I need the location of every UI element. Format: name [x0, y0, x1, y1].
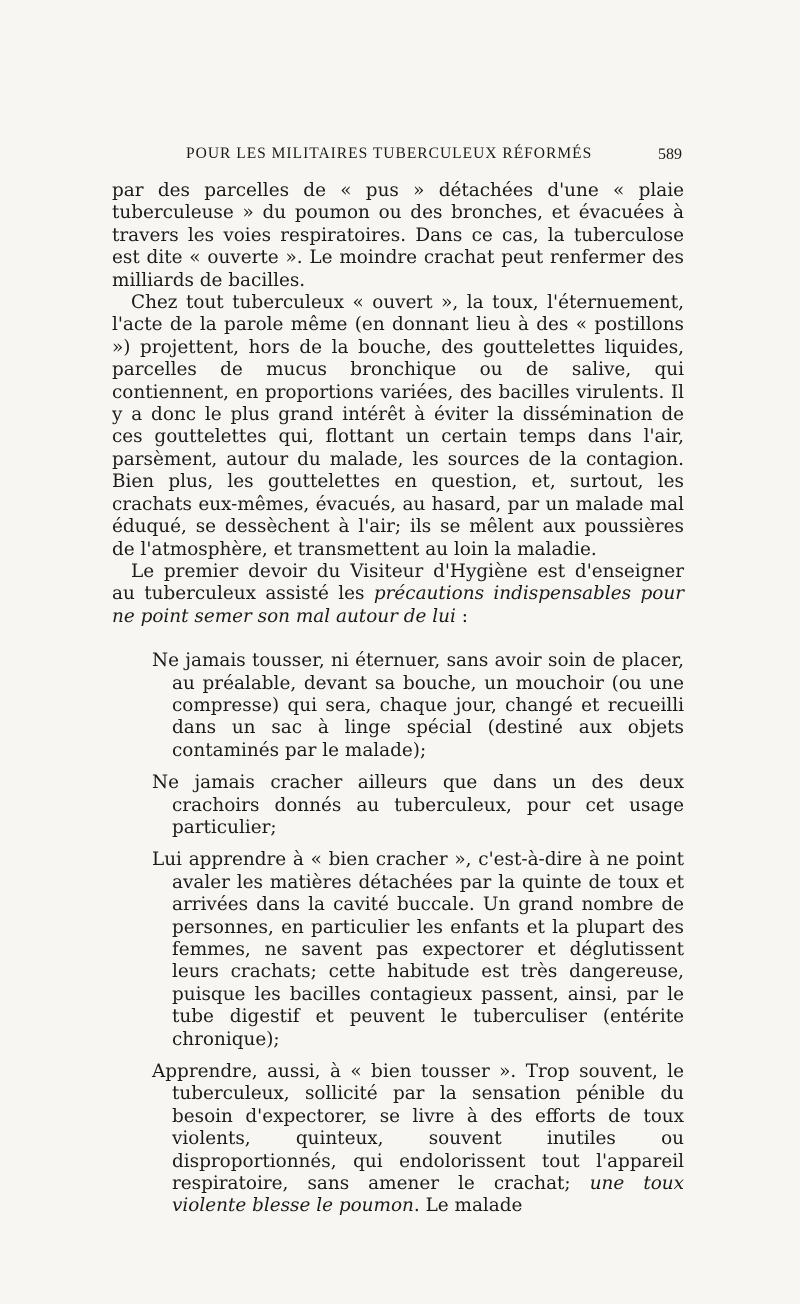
paragraph-3-end: :: [455, 605, 468, 627]
list-item-4-text: Apprendre, aussi, à « bien tousser ». Trop souvent, le tuberculeux, sollicité par la sensation pénible du besoin d'expectorer, se livre à des efforts de toux violents, quinteux, souvent inutiles ou disproportionnés, qui endolorissent tout l'appareil respiratoire, sans amener le crachat;: [152, 1061, 684, 1195]
list-item-1: Ne jamais tousser, ni éternuer, sans avoir soin de placer, au préalable, devant sa bouche, un mouchoir (ou une compresse) qui sera, chaque jour, changé et recueilli dans un sac à linge spécial (destiné aux objets contaminés par le malade);: [152, 650, 684, 761]
paragraph-3: [112, 561, 684, 628]
list-item-3: Lui apprendre à « bien cracher », c'est-à-dire à ne point avaler les matières détachées par la quinte de toux et arrivées dans la cavité buccale. Un grand nombre de personnes, en particulier les enfants et la plupart des femmes, ne savent pas expectorer et déglutissent leurs crachats; cette habitude est très dangereuse, puisque les bacilles contagieux passent, ainsi, par le tube digestif et peuvent le tuberculiser (entérite chronique);: [152, 849, 684, 1050]
list-item-4-italic: une toux violente blesse le poumon: [172, 1173, 684, 1217]
page-body: [112, 180, 684, 1228]
page-number: 589: [658, 146, 682, 163]
running-title: POUR LES MILITAIRES TUBERCULEUX RÉFORMÉS: [186, 145, 593, 162]
paragraph-1: par des parcelles de « pus » détachées d'une « plaie tuberculeuse » du poumon ou des bronches, et évacuées à travers les voies respiratoires. Dans ce cas, la tuberculose est dite « ouverte ». Le moindre crachat peut renfermer des milliards de bacilles.: [112, 180, 684, 291]
list-item-4: [152, 1061, 684, 1218]
paragraph-3-text: Le premier devoir du Visiteur d'Hygiène est d'enseigner au tuberculeux assisté les: [112, 560, 684, 605]
list-item-4-end: . Le malade: [413, 1195, 523, 1217]
paragraph-3-italic: précautions indispensables pour ne point semer son mal autour de lui: [112, 583, 684, 627]
list-item-2: Ne jamais cracher ailleurs que dans un des deux crachoirs donnés au tuberculeux, pour cet usage particulier;: [152, 772, 684, 838]
paragraph-2: Chez tout tuberculeux « ouvert », la toux, l'éternuement, l'acte de la parole même (en donnant lieu à des « postillons ») projettent, hors de la bouche, des gouttelettes liquides, parcelles de mucus bronchique ou de salive, qui contiennent, en proportions variées, des bacilles virulents. Il y a donc le plus grand intérêt à éviter la dissémination de ces gouttelettes qui, flottant un certain temps dans l'air, parsèment, autour du malade, les sources de la contagion. Bien plus, les gouttelettes en question, et, surtout, les crachats eux-mêmes, évacués, au hasard, par un malade mal éduqué, se dessèchent à l'air; ils se mêlent aux poussières de l'atmosphère, et transmettent au loin la maladie.: [112, 292, 684, 560]
